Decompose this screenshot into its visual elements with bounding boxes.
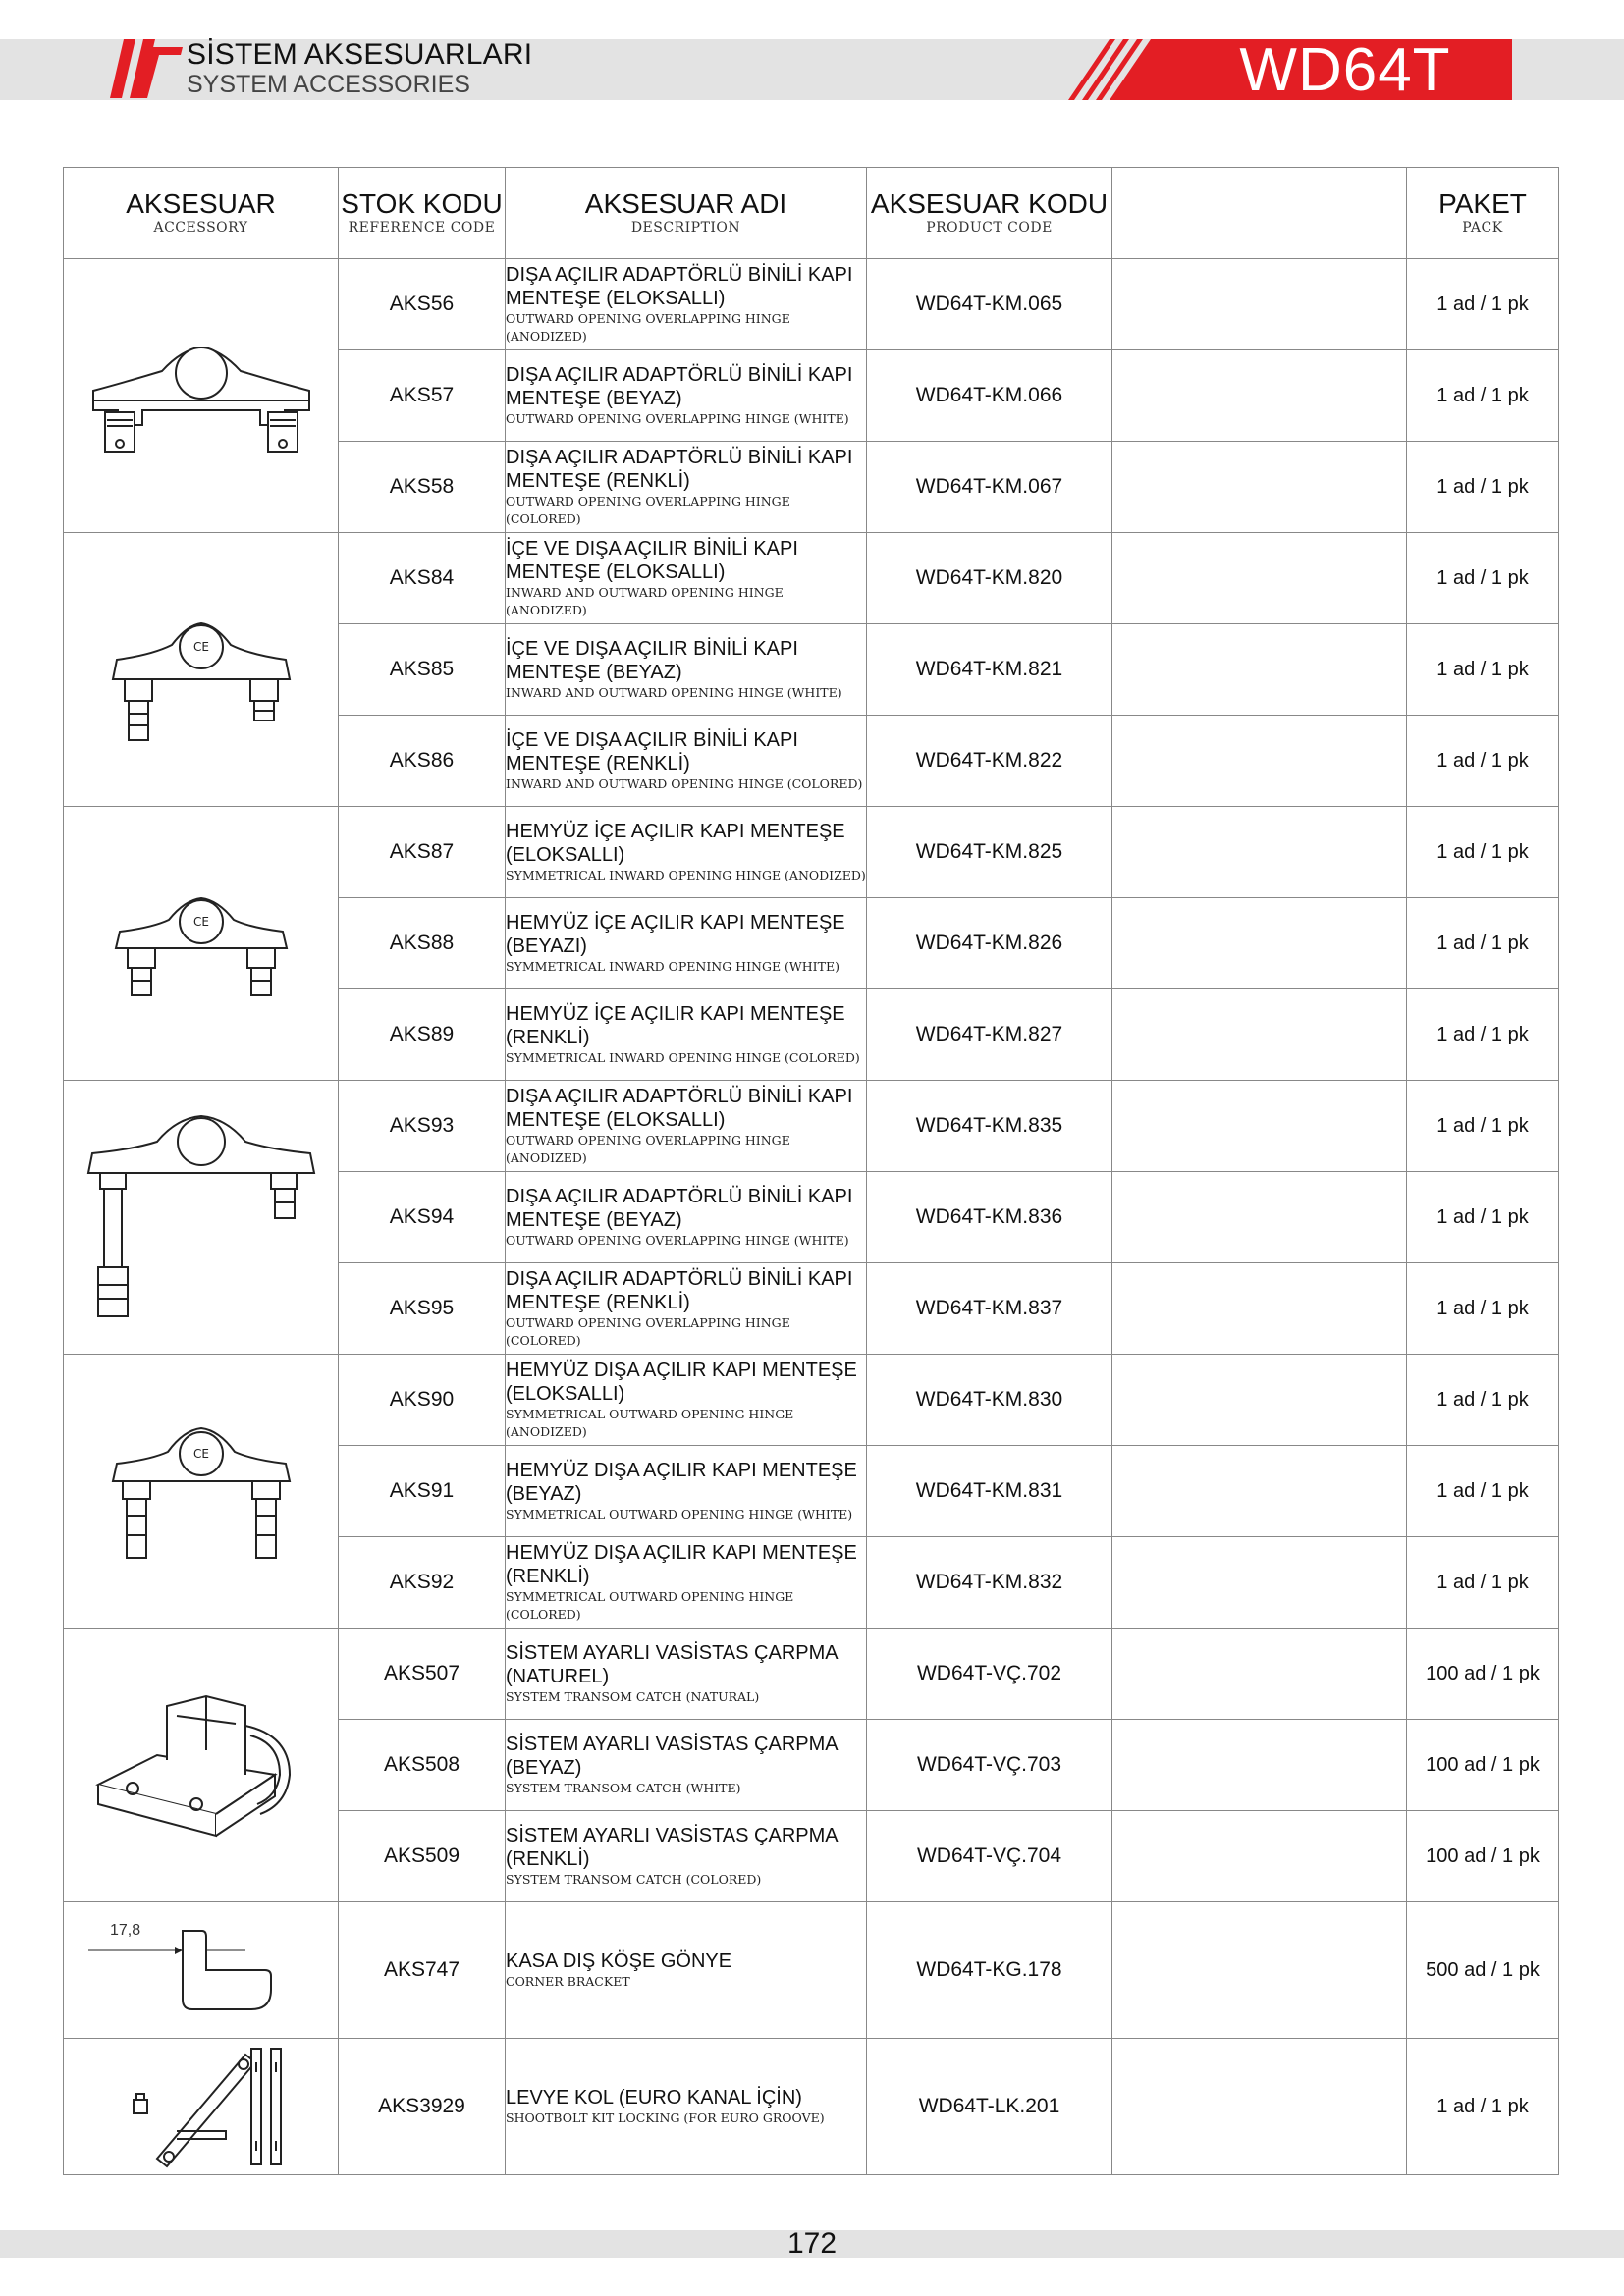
description: DIŞA AÇILIR ADAPTÖRLÜ BİNİLİ KAPI MENTEŞE (ELOKSALLI) OUTWARD OPENING OVERLAPPING HINGE (ANODIZED) (506, 1081, 867, 1172)
description: İÇE VE DIŞA AÇILIR BİNİLİ KAPI MENTEŞE (RENKLİ) INWARD AND OUTWARD OPENING HINGE (COLORED) (506, 716, 867, 807)
reference-code: AKS507 (339, 1629, 506, 1720)
table-row (64, 1629, 1559, 1720)
table-row (64, 1902, 1559, 2039)
pack: 1 ad / 1 pk (1407, 1081, 1559, 1172)
reference-code: AKS89 (339, 989, 506, 1081)
symmetrical-outward-hinge-drawing-icon (64, 1355, 339, 1629)
reference-code: AKS87 (339, 807, 506, 898)
header-title-tr: SİSTEM AKSESUARLARI (187, 38, 533, 71)
reference-code: AKS88 (339, 898, 506, 989)
empty-cell (1112, 1355, 1407, 1446)
description: HEMYÜZ DIŞA AÇILIR KAPI MENTEŞE (BEYAZ) SYMMETRICAL OUTWARD OPENING HINGE (WHITE) (506, 1446, 867, 1537)
empty-cell (1112, 1629, 1407, 1720)
description: HEMYÜZ İÇE AÇILIR KAPI MENTEŞE (ELOKSALLI) SYMMETRICAL INWARD OPENING HINGE (ANODIZED) (506, 807, 867, 898)
description: DIŞA AÇILIR ADAPTÖRLÜ BİNİLİ KAPI MENTEŞE (RENKLİ) OUTWARD OPENING OVERLAPPING HINGE (COLORED) (506, 442, 867, 533)
symmetrical-inward-hinge-drawing-icon (64, 807, 339, 1081)
pack: 1 ad / 1 pk (1407, 533, 1559, 624)
pack: 100 ad / 1 pk (1407, 1811, 1559, 1902)
series-title: WD64T (1239, 36, 1451, 104)
accessory-table (63, 167, 1559, 2175)
empty-cell (1112, 1263, 1407, 1355)
transom-catch-drawing-icon (64, 1629, 339, 1902)
reference-code: AKS90 (339, 1355, 506, 1446)
pack: 1 ad / 1 pk (1407, 989, 1559, 1081)
header-title-en: SYSTEM ACCESSORIES (187, 71, 470, 98)
svg-text:CE: CE (192, 915, 209, 929)
product-code: WD64T-VÇ.704 (867, 1811, 1112, 1902)
empty-cell (1112, 1811, 1407, 1902)
description: HEMYÜZ İÇE AÇILIR KAPI MENTEŞE (RENKLİ) SYMMETRICAL INWARD OPENING HINGE (COLORED) (506, 989, 867, 1081)
pack: 1 ad / 1 pk (1407, 898, 1559, 989)
pack: 1 ad / 1 pk (1407, 716, 1559, 807)
reference-code: AKS85 (339, 624, 506, 716)
product-code: WD64T-KM.832 (867, 1537, 1112, 1629)
product-code: WD64T-VÇ.703 (867, 1720, 1112, 1811)
empty-cell (1112, 1537, 1407, 1629)
reference-code: AKS57 (339, 350, 506, 442)
product-code: WD64T-KM.067 (867, 442, 1112, 533)
empty-cell (1112, 442, 1407, 533)
reference-code: AKS95 (339, 1263, 506, 1355)
pack: 1 ad / 1 pk (1407, 807, 1559, 898)
empty-cell (1112, 898, 1407, 989)
table-row (64, 1081, 1559, 1172)
pack: 100 ad / 1 pk (1407, 1629, 1559, 1720)
product-code: WD64T-KM.830 (867, 1355, 1112, 1446)
description: İÇE VE DIŞA AÇILIR BİNİLİ KAPI MENTEŞE (ELOKSALLI) INWARD AND OUTWARD OPENING HINGE (ANODIZED) (506, 533, 867, 624)
reference-code: AKS84 (339, 533, 506, 624)
reference-code: AKS56 (339, 259, 506, 350)
page-number: 172 (786, 2227, 838, 2260)
table-header-row (64, 168, 1559, 259)
table-row (64, 2039, 1559, 2175)
empty-cell (1112, 1902, 1407, 2039)
reference-code: AKS747 (339, 1902, 506, 2039)
table-row (64, 1355, 1559, 1446)
empty-cell (1112, 350, 1407, 442)
table-row (64, 533, 1559, 624)
description: SİSTEM AYARLI VASİSTAS ÇARPMA (RENKLİ) SYSTEM TRANSOM CATCH (COLORED) (506, 1811, 867, 1902)
empty-cell (1112, 1720, 1407, 1811)
pack: 1 ad / 1 pk (1407, 1263, 1559, 1355)
description: DIŞA AÇILIR ADAPTÖRLÜ BİNİLİ KAPI MENTEŞE (ELOKSALLI) OUTWARD OPENING OVERLAPPING HINGE (ANODIZED) (506, 259, 867, 350)
product-code: WD64T-KG.178 (867, 1902, 1112, 2039)
empty-cell (1112, 807, 1407, 898)
overlapping-hinge-drawing-icon (64, 259, 339, 533)
description: İÇE VE DIŞA AÇILIR BİNİLİ KAPI MENTEŞE (BEYAZ) INWARD AND OUTWARD OPENING HINGE (WHITE) (506, 624, 867, 716)
reference-code: AKS92 (339, 1537, 506, 1629)
table-row (64, 259, 1559, 350)
pack: 1 ad / 1 pk (1407, 1537, 1559, 1629)
corner-bracket-drawing-icon (64, 1902, 339, 2039)
description: HEMYÜZ DIŞA AÇILIR KAPI MENTEŞE (RENKLİ) SYMMETRICAL OUTWARD OPENING HINGE (COLORED) (506, 1537, 867, 1629)
pack: 1 ad / 1 pk (1407, 624, 1559, 716)
empty-cell (1112, 989, 1407, 1081)
dimension-label: 17,8 (109, 1922, 140, 1939)
product-code: WD64T-KM.836 (867, 1172, 1112, 1263)
col-accessory: AKSESUAR ACCESSORY (64, 168, 339, 259)
empty-cell (1112, 2039, 1407, 2175)
pack: 100 ad / 1 pk (1407, 1720, 1559, 1811)
product-code: WD64T-KM.826 (867, 898, 1112, 989)
outward-overlapping-hinge-drawing-icon (64, 1081, 339, 1355)
empty-cell (1112, 624, 1407, 716)
reference-code: AKS93 (339, 1081, 506, 1172)
pack: 1 ad / 1 pk (1407, 1355, 1559, 1446)
empty-cell (1112, 1446, 1407, 1537)
product-code: WD64T-KM.820 (867, 533, 1112, 624)
reference-code: AKS508 (339, 1720, 506, 1811)
product-code: WD64T-KM.821 (867, 624, 1112, 716)
pack: 1 ad / 1 pk (1407, 1172, 1559, 1263)
col-product-code: AKSESUAR KODU PRODUCT CODE (867, 168, 1112, 259)
product-code: WD64T-KM.827 (867, 989, 1112, 1081)
reference-code: AKS91 (339, 1446, 506, 1537)
col-blank (1112, 168, 1407, 259)
product-code: WD64T-VÇ.702 (867, 1629, 1112, 1720)
reference-code: AKS3929 (339, 2039, 506, 2175)
table-row (64, 807, 1559, 898)
product-code: WD64T-KM.831 (867, 1446, 1112, 1537)
description: KASA DIŞ KÖŞE GÖNYE CORNER BRACKET (506, 1902, 867, 2039)
empty-cell (1112, 533, 1407, 624)
svg-text:CE: CE (192, 640, 209, 654)
description: HEMYÜZ İÇE AÇILIR KAPI MENTEŞE (BEYAZI) SYMMETRICAL INWARD OPENING HINGE (WHITE) (506, 898, 867, 989)
pack: 500 ad / 1 pk (1407, 1902, 1559, 2039)
pack: 1 ad / 1 pk (1407, 259, 1559, 350)
product-code: WD64T-KM.065 (867, 259, 1112, 350)
description: HEMYÜZ DIŞA AÇILIR KAPI MENTEŞE (ELOKSALLI) SYMMETRICAL OUTWARD OPENING HINGE (ANODIZED) (506, 1355, 867, 1446)
pack: 1 ad / 1 pk (1407, 350, 1559, 442)
reference-code: AKS58 (339, 442, 506, 533)
reference-code: AKS94 (339, 1172, 506, 1263)
empty-cell (1112, 259, 1407, 350)
pack: 1 ad / 1 pk (1407, 1446, 1559, 1537)
description: LEVYE KOL (EURO KANAL İÇİN) SHOOTBOLT KIT LOCKING (FOR EURO GROOVE) (506, 2039, 867, 2175)
product-code: WD64T-KM.825 (867, 807, 1112, 898)
product-code: WD64T-LK.201 (867, 2039, 1112, 2175)
inward-outward-hinge-drawing-icon (64, 533, 339, 807)
pack: 1 ad / 1 pk (1407, 2039, 1559, 2175)
empty-cell (1112, 1081, 1407, 1172)
description: DIŞA AÇILIR ADAPTÖRLÜ BİNİLİ KAPI MENTEŞE (BEYAZ) OUTWARD OPENING OVERLAPPING HINGE (WHITE) (506, 1172, 867, 1263)
shootbolt-kit-drawing-icon (64, 2039, 339, 2175)
empty-cell (1112, 716, 1407, 807)
empty-cell (1112, 1172, 1407, 1263)
product-code: WD64T-KM.822 (867, 716, 1112, 807)
description: SİSTEM AYARLI VASİSTAS ÇARPMA (NATUREL) SYSTEM TRANSOM CATCH (NATURAL) (506, 1629, 867, 1720)
product-code: WD64T-KM.066 (867, 350, 1112, 442)
svg-text:CE: CE (192, 1447, 209, 1461)
col-reference-code: STOK KODU REFERENCE CODE (339, 168, 506, 259)
pack: 1 ad / 1 pk (1407, 442, 1559, 533)
product-code: WD64T-KM.837 (867, 1263, 1112, 1355)
col-description: AKSESUAR ADI DESCRIPTION (506, 168, 867, 259)
product-code: WD64T-KM.835 (867, 1081, 1112, 1172)
brand-logo-icon (110, 39, 185, 98)
description: SİSTEM AYARLI VASİSTAS ÇARPMA (BEYAZ) SYSTEM TRANSOM CATCH (WHITE) (506, 1720, 867, 1811)
reference-code: AKS86 (339, 716, 506, 807)
description: DIŞA AÇILIR ADAPTÖRLÜ BİNİLİ KAPI MENTEŞE (BEYAZ) OUTWARD OPENING OVERLAPPING HINGE (WHITE) (506, 350, 867, 442)
reference-code: AKS509 (339, 1811, 506, 1902)
description: DIŞA AÇILIR ADAPTÖRLÜ BİNİLİ KAPI MENTEŞE (RENKLİ) OUTWARD OPENING OVERLAPPING HINGE (COLORED) (506, 1263, 867, 1355)
col-pack: PAKET PACK (1407, 168, 1559, 259)
